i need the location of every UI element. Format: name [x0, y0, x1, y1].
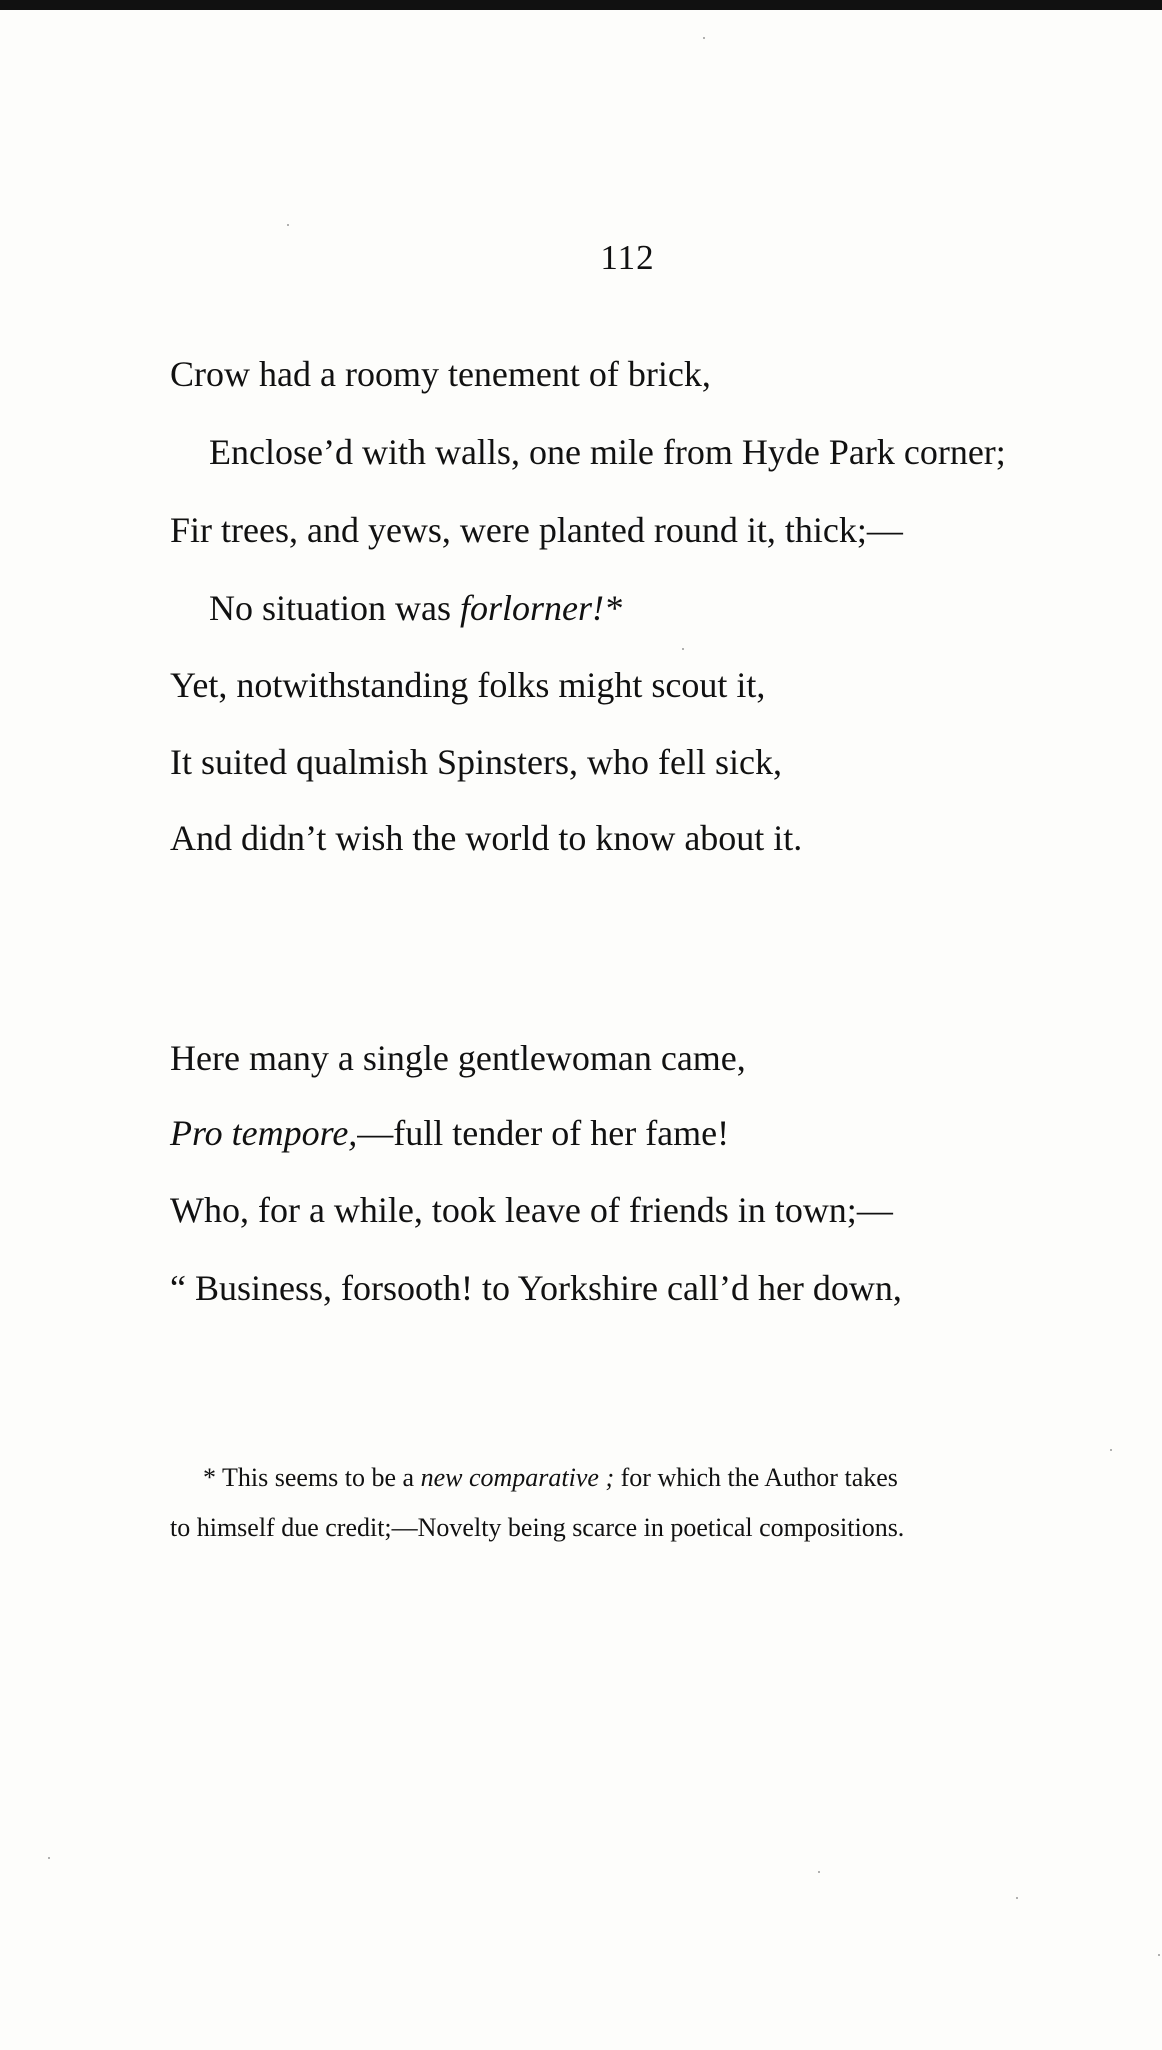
- verse-line: “ Business, forsooth! to Yorkshire call’d her down,: [170, 1268, 902, 1308]
- paper-speck: [1158, 1954, 1160, 1956]
- verse-line: Yet, notwithstanding folks might scout it,: [170, 665, 766, 705]
- footnote-suffix: for which the Author takes: [614, 1463, 898, 1492]
- verse-line: Fir trees, and yews, were planted round it, thick;—: [170, 510, 903, 550]
- verse-line: And didn’t wish the world to know about it.: [170, 818, 803, 858]
- verse-line: [170, 1115, 729, 1151]
- verse-line-suffix: —full tender of her fame!: [357, 1113, 730, 1153]
- paper-speck: [818, 1871, 820, 1873]
- paper-speck: [703, 37, 705, 39]
- paper-speck: [1110, 1449, 1112, 1451]
- verse-line-emphasis: Pro tempore,: [170, 1113, 358, 1153]
- footnote-emphasis: new comparative ;: [420, 1463, 615, 1492]
- paper-speck: [1016, 1897, 1018, 1899]
- verse-line: [209, 590, 622, 626]
- verse-line: Who, for a while, took leave of friends in town;—: [170, 1190, 893, 1230]
- verse-line: It suited qualmish Spinsters, who fell sick,: [170, 742, 782, 782]
- verse-line: Here many a single gentlewoman came,: [170, 1038, 746, 1078]
- footnote-line-1: [203, 1465, 1123, 1491]
- paper-speck: [48, 1857, 50, 1859]
- footnote-line-2: to himself due credit;—Novelty being scarce in poetical compositions.: [170, 1513, 905, 1542]
- page-number: 112: [600, 238, 655, 277]
- verse-line: Enclose’d with walls, one mile from Hyde Park corner;: [209, 432, 1006, 472]
- paper-speck: [682, 648, 684, 650]
- verse-line-emphasis: forlorner!*: [459, 588, 622, 628]
- verse-line: Crow had a roomy tenement of brick,: [170, 354, 711, 394]
- footnote-prefix: * This seems to be a: [203, 1463, 421, 1492]
- paper-speck: [287, 224, 289, 226]
- verse-line-prefix: No situation was: [209, 588, 460, 628]
- top-page-edge: [0, 0, 1162, 10]
